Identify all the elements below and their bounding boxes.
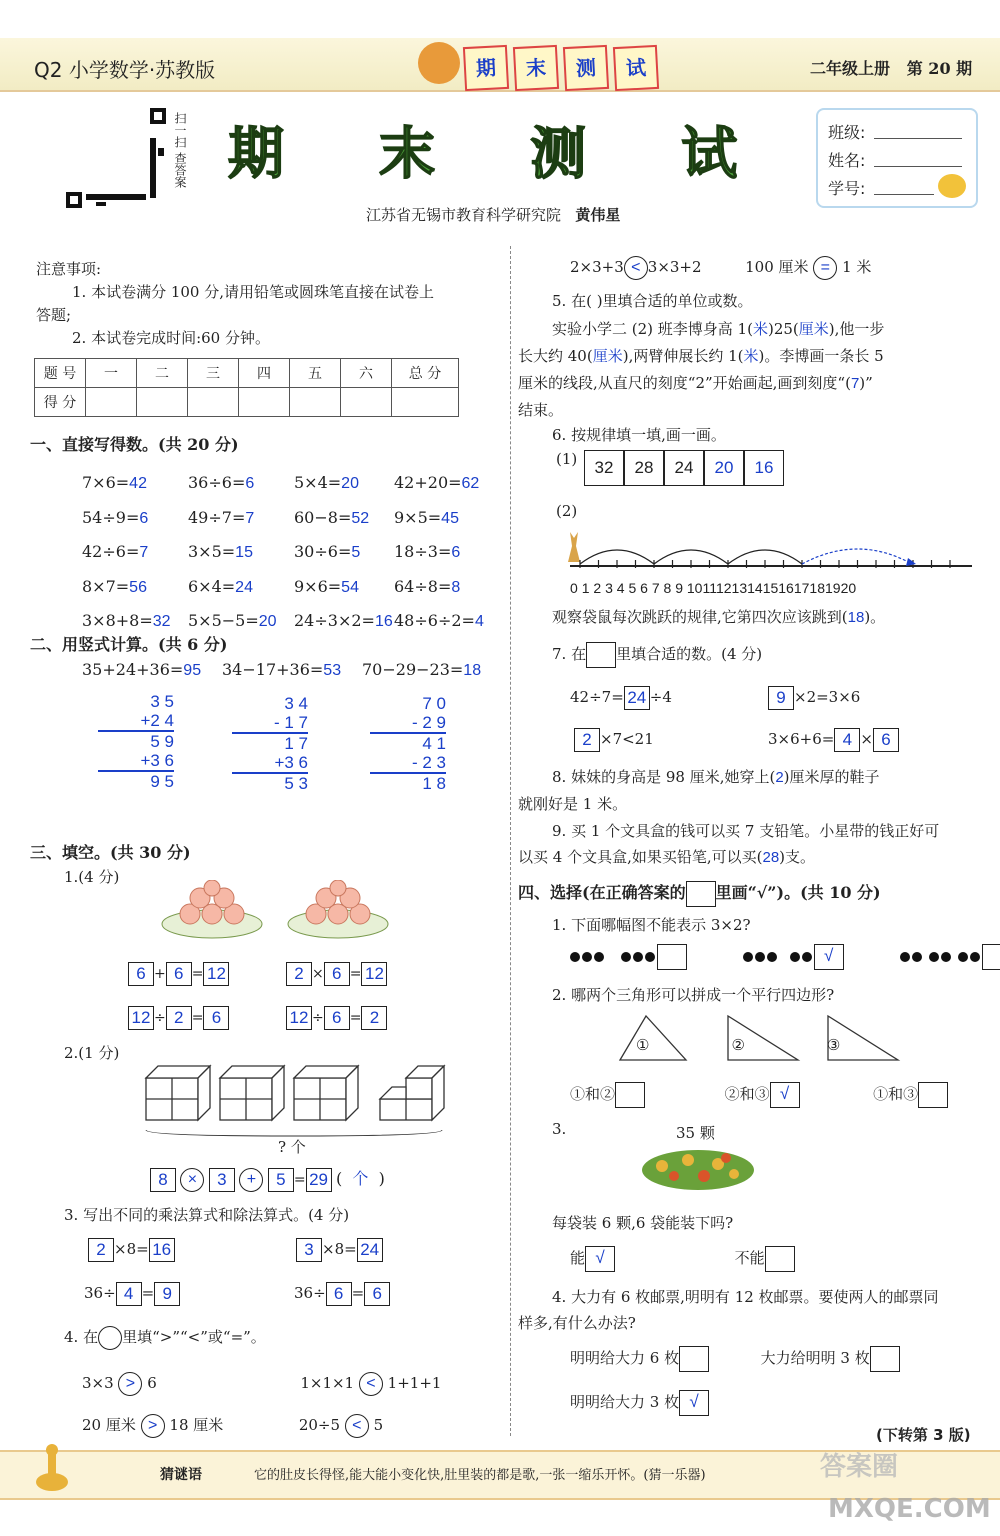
s3-q2-equation: 8 × 3 + 5 = 29 ( 个 ) — [150, 1166, 385, 1192]
score-cell[interactable] — [239, 388, 290, 417]
column-divider — [510, 246, 511, 1436]
score-head: 总 分 — [392, 359, 459, 388]
score-head: 四 — [239, 359, 290, 388]
s3-q4-row-2: 20 厘米 > 18 厘米 20÷5 < 5 — [82, 1414, 383, 1438]
section-2-heading: 二、用竖式计算。(共 6 分) — [30, 635, 228, 654]
score-head: 二 — [137, 359, 188, 388]
q7-b: 9 ×2=3×6 — [768, 686, 860, 710]
score-cell[interactable] — [392, 388, 459, 417]
option-checkbox-checked[interactable]: √ — [814, 944, 844, 970]
section-4-heading: 四、选择(在正确答案的 里画“√”)。(共 10 分) — [518, 880, 881, 907]
score-head: 五 — [290, 359, 341, 388]
s1-row: 42÷6=7 3×5=15 30÷6=5 18÷3=6 — [82, 542, 461, 561]
peach-plates-icon — [160, 880, 400, 942]
section-1-heading: 一、直接写得数。(共 20 分) — [30, 435, 239, 454]
continue-note: (下转第 3 版) — [876, 1426, 971, 1444]
s1-row: 54÷9=6 49÷7=7 60−8=52 9×5=45 — [82, 507, 459, 527]
watermark-logo: 答案圈 — [820, 1452, 899, 1482]
notice — [36, 258, 506, 350]
q9: 9. 买 1 个文具盒的钱可以买 7 支铅笔。小星带的钱正好可 以买 4 个文具盒,如果买铅笔,可以买(28)支。 — [518, 822, 940, 866]
q7-a: 42÷7= 24 ÷4 — [570, 686, 672, 710]
q7-label: 7. 在 里填合适的数。(4 分) — [552, 642, 762, 668]
s4-q4-text: 4. 大力有 6 枚邮票,明明有 12 枚邮票。要使两人的邮票同 样多,有什么办法? — [518, 1288, 939, 1332]
candies-label: 35 颗 — [676, 1124, 715, 1142]
author-line — [366, 204, 620, 225]
q6-label: 6. 按规律填一填,画一画。 — [552, 426, 726, 444]
cubes-icon — [142, 1058, 452, 1138]
option-checkbox[interactable] — [657, 944, 687, 970]
section-1-grid — [82, 466, 502, 639]
s4-q3-text: 每袋装 6 颗,6 袋能装下吗? — [552, 1214, 734, 1232]
riddle-text: 它的肚皮长得怪,能大能小变化快,肚里装的都是歌,一张一缩乐开怀。(猜一乐器) — [254, 1468, 706, 1483]
s3-q3-label: 3. 写出不同的乘法算式和除法算式。(4 分) — [64, 1206, 350, 1224]
s3-q4-label: 4. 在 里填“>”“<”或“=”。 — [64, 1326, 266, 1350]
q5-text: 实验小学二 (2) 班李博身高 1(米)25(厘米),他一步 长大约 40(厘米),两臂伸展长约 1(米)。李博画一条长 5 厘米的线段,从直尺的刻度“2”开始画起,画到刻度“(7)” 结束。 — [518, 320, 885, 419]
q6-2-label: (2) — [556, 502, 578, 520]
score-cell[interactable] — [86, 388, 137, 417]
q7-c: 2 ×7<21 — [574, 728, 654, 752]
grade: 二年级上册 — [810, 59, 891, 78]
vertical-calc-2: 3 4 - 1 7 1 7 +3 6 5 3 — [232, 694, 308, 793]
q7-d: 3×6+6= 4 × 6 — [768, 728, 899, 752]
vertical-calc-3: 7 0 - 2 9 4 1 - 2 3 1 8 — [370, 694, 446, 793]
badge-2: 末 — [513, 45, 559, 91]
kangaroo-icon — [568, 532, 580, 562]
notice-line-2: 2. 本试卷完成时间:60 分钟。 — [72, 329, 270, 347]
q6-1-label: (1) — [556, 450, 578, 468]
qr-caption: 扫一扫 查答案 — [173, 112, 187, 188]
s4-q2-options: ①和② ②和③ √ ①和③ — [570, 1082, 948, 1108]
score-cell[interactable] — [137, 388, 188, 417]
candies-icon — [638, 1142, 758, 1194]
section-3-heading: 三、填空。(共 30 分) — [30, 843, 191, 862]
notice-line-1: 1. 本试卷满分 100 分,请用铅笔或圆珠笔直接在试卷上 — [72, 283, 435, 301]
giraffe-icon — [30, 1444, 74, 1494]
option-checkbox[interactable] — [982, 944, 1000, 970]
id-field[interactable] — [874, 194, 934, 195]
score-cell[interactable] — [188, 388, 239, 417]
s3-q4-row-1: 3×3 > 6 1×1×1 < 1+1+1 — [82, 1372, 441, 1396]
ruler-labels: 0 1 2 3 4 5 6 7 8 9 1011121314151617181920 — [570, 580, 857, 596]
s1-row: 7×6=42 36÷6=6 5×4=20 42+20=62 — [82, 473, 480, 492]
notice-heading: 注意事项: — [36, 260, 102, 278]
tiger-mascot-icon — [418, 42, 460, 84]
q8: 8. 妹妹的身高是 98 厘米,她穿上(2)厘米厚的鞋子 就刚好是 1 米。 — [518, 768, 880, 813]
score-head: 题 号 — [35, 359, 86, 388]
subject: 小学数学·苏教版 — [68, 58, 216, 82]
score-head: 三 — [188, 359, 239, 388]
number-line — [560, 528, 980, 578]
name-field[interactable] — [874, 166, 962, 167]
score-head: 六 — [341, 359, 392, 388]
qr-code-icon — [66, 108, 166, 208]
cubes-brace-label: ? 个 — [278, 1138, 306, 1156]
circle-placeholder-icon — [98, 1326, 122, 1350]
author-name: 黄伟星 — [575, 206, 621, 224]
s3-q1-eq-d: 12 ÷ 6 = 2 — [286, 1006, 387, 1030]
s3-q1-eq-c: 12 ÷ 2 = 6 — [128, 1006, 229, 1030]
s4-q1-options — [570, 944, 1000, 970]
class-label: 班级: — [828, 123, 866, 142]
s4-q3-label: 3. — [552, 1120, 567, 1138]
badge-4: 试 — [613, 45, 659, 91]
title-char-4: 试 — [681, 121, 738, 187]
header-right — [810, 56, 972, 79]
s4-q3-options: 能 √ 不能 — [570, 1246, 795, 1272]
score-table — [34, 358, 459, 417]
student-info-box — [816, 108, 978, 208]
q5-label: 5. 在( )里填合适的单位或数。 — [552, 292, 753, 310]
s3-q3-a: 2 ×8= 16 — [88, 1238, 175, 1262]
s1-row: 3×8+8=32 5×5−5=20 24÷3×2=1648÷6÷2=4 — [82, 611, 484, 630]
badge-3: 测 — [563, 45, 609, 91]
author-org: 江苏省无锡市教育科学研究院 — [366, 206, 562, 224]
score-row-label: 得 分 — [35, 388, 86, 417]
q6-sequence: 32 28 24 20 16 — [584, 450, 784, 486]
title-char-1: 期 — [228, 121, 284, 187]
q6-answer: 观察袋鼠每次跳跃的规律,它第四次应该跳到(18)。 — [552, 608, 886, 626]
s4-q4-options-row-2: 明明给大力 3 枚 √ — [570, 1390, 709, 1416]
s4-q2-label: 2. 哪两个三角形可以拼成一个平行四边形? — [552, 986, 835, 1004]
vertical-calc-1: 3 5 +2 4 5 9 +3 6 9 5 — [98, 692, 174, 791]
issue-code: Q2 — [34, 58, 63, 82]
cartoon-icon — [938, 174, 966, 198]
title-char-2: 末 — [379, 121, 436, 187]
s4-q4-options-row-1: 明明给大力 6 枚 大力给明明 3 枚 — [570, 1346, 900, 1372]
id-label: 学号: — [828, 179, 866, 198]
page-title — [228, 110, 737, 190]
watermark: MXQE.COM — [828, 1494, 991, 1524]
header-badges — [464, 46, 664, 90]
name-label: 姓名: — [828, 151, 866, 170]
notice-line-1b: 答题; — [36, 306, 72, 324]
issue-number: 第 20 期 — [906, 59, 973, 78]
score-cell[interactable] — [341, 388, 392, 417]
s3-q2-label: 2.(1 分) — [64, 1044, 120, 1062]
s3-q1-eq-b: 2 × 6 = 12 — [286, 962, 387, 986]
s2-expressions: 35+24+36=95 34−17+36=53 70−29−23=18 — [82, 660, 482, 679]
title-char-3: 测 — [530, 121, 587, 187]
header-left — [34, 54, 215, 83]
riddle-title: 猜谜语 — [160, 1467, 202, 1483]
compare-line: 2×3+3 < 3×3+2 100 厘米 = 1 米 — [570, 256, 871, 280]
score-cell[interactable] — [290, 388, 341, 417]
triangle-labels: ① ② ③ — [636, 1036, 841, 1054]
s3-q1-label: 1.(4 分) — [64, 868, 120, 886]
s3-q3-b: 3 ×8= 24 — [296, 1238, 383, 1262]
s4-q1-label: 1. 下面哪幅图不能表示 3×2? — [552, 916, 751, 934]
class-field[interactable] — [874, 138, 962, 139]
s3-q1-eq-a: 6 + 6 = 12 — [128, 962, 229, 986]
badge-1: 期 — [463, 45, 509, 91]
s3-q3-d: 36÷ 6 = 6 — [294, 1282, 390, 1306]
score-head: 一 — [86, 359, 137, 388]
s1-row: 8×7=56 6×4=24 9×6=54 64÷8=8 — [82, 576, 461, 596]
s3-q3-c: 36÷ 4 = 9 — [84, 1282, 180, 1306]
